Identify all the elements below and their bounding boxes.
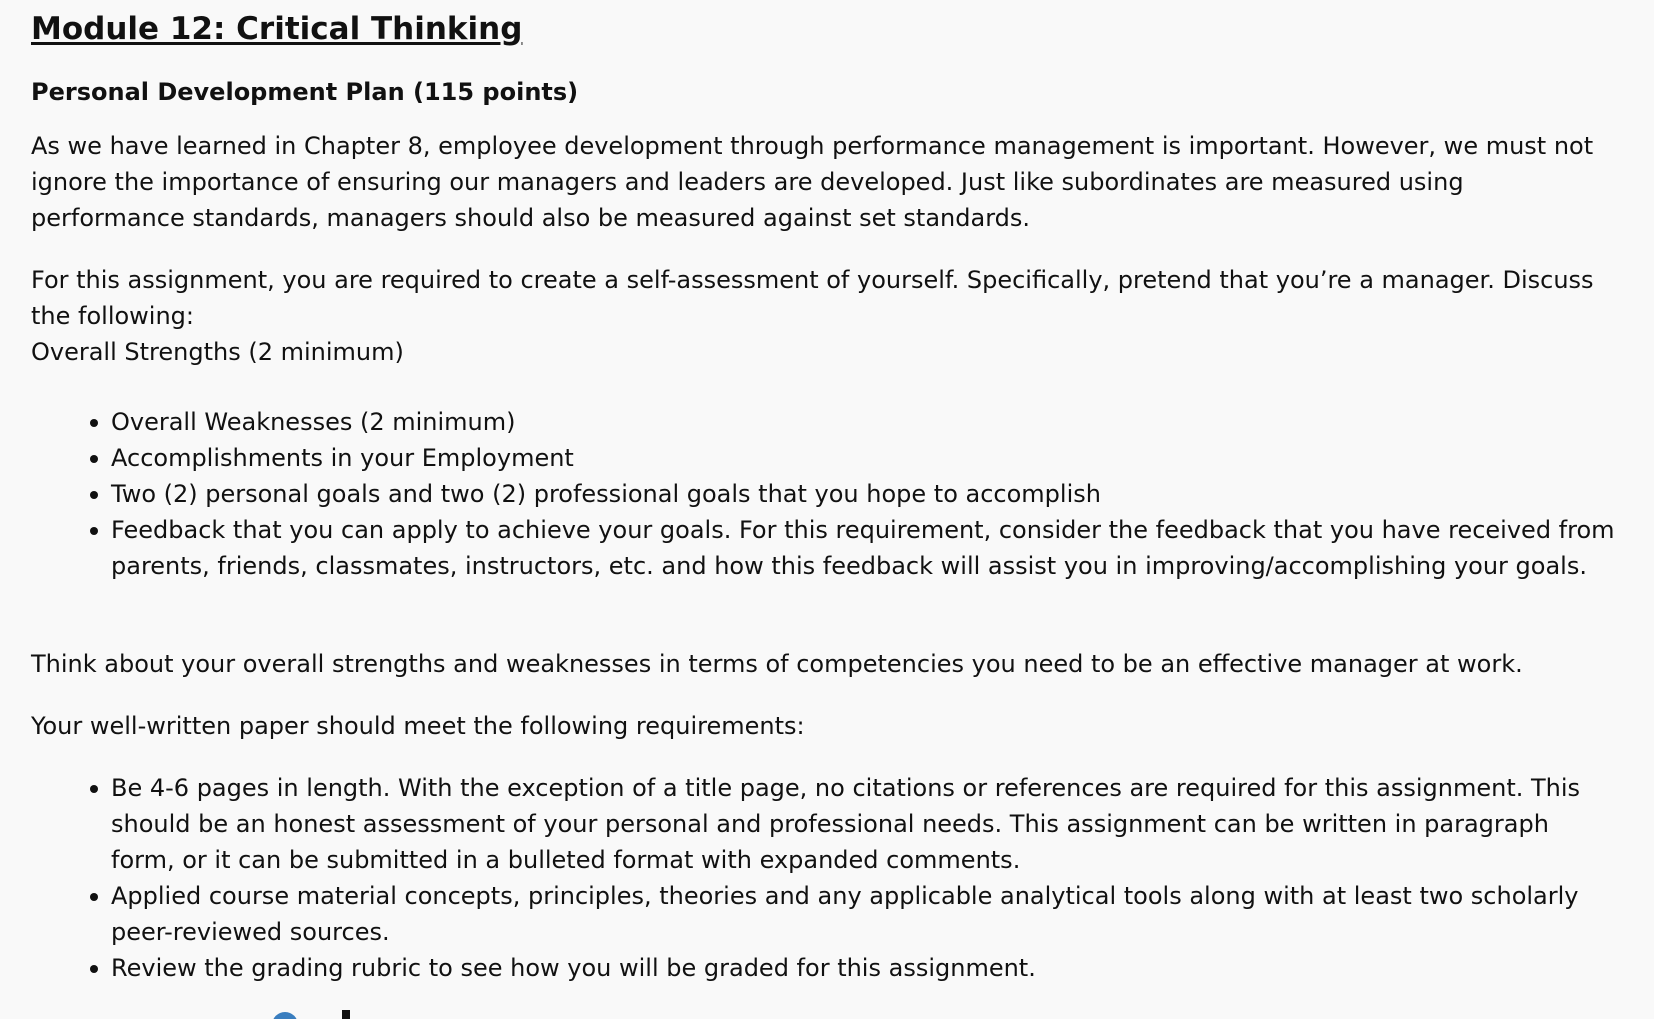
list-item-text: Applied course material concepts, principles, theories and any applicable analytical tools along with at least two scholarly: [111, 882, 1579, 910]
assignment-line: Overall Strengths (2 minimum): [31, 338, 404, 366]
list-item-text: parents, friends, classmates, instructors, etc. and how this feedback will assist you in improving/accomplishing your goals.: [111, 552, 1587, 580]
assignment-line: For this assignment, you are required to create a self-assessment of yourself. Specifically, pretend that you’re a manager. Discuss: [31, 266, 1594, 294]
module-title: Module 12: Critical Thinking: [31, 11, 523, 47]
requirements-list: [31, 770, 1580, 986]
list-item-text: Overall Weaknesses (2 minimum): [111, 408, 516, 436]
list-item-text: peer-reviewed sources.: [111, 918, 390, 946]
assignment-paragraph: [31, 262, 1594, 370]
list-item-text: Two (2) personal goals and two (2) professional goals that you hope to accomplish: [111, 480, 1101, 508]
discussion-list: [31, 404, 1615, 584]
list-item-text: form, or it can be submitted in a bulleted format with expanded comments.: [111, 846, 1021, 874]
list-item: [31, 512, 1615, 584]
list-item: [31, 404, 1615, 440]
list-item-text: Review the grading rubric to see how you will be graded for this assignment.: [111, 954, 1036, 982]
intro-line: performance standards, managers should also be measured against set standards.: [31, 204, 1031, 232]
intro-line: As we have learned in Chapter 8, employee development through performance management is important. However, we must not: [31, 132, 1594, 160]
list-item: [31, 770, 1580, 878]
cropped-circle-graphic: [272, 1012, 298, 1019]
assignment-line: the following:: [31, 302, 194, 330]
list-item-text: Feedback that you can apply to achieve your goals. For this requirement, consider the feedback that you have received from: [111, 516, 1615, 544]
list-item: [31, 950, 1580, 986]
intro-paragraph: [31, 128, 1593, 236]
cropped-content-fragment: [272, 1008, 422, 1019]
list-item-text: should be an honest assessment of your personal and professional needs. This assignment can be written in paragraph: [111, 810, 1549, 838]
list-item: [31, 440, 1615, 476]
list-item-text: Accomplishments in your Employment: [111, 444, 574, 472]
assignment-title: Personal Development Plan (115 points): [31, 78, 579, 106]
list-item-text: Be 4-6 pages in length. With the exception of a title page, no citations or references are required for this assignment. This: [111, 774, 1581, 802]
requirements-intro: Your well-written paper should meet the following requirements:: [31, 712, 805, 740]
intro-line: ignore the importance of ensuring our managers and leaders are developed. Just like subordinates are measured using: [31, 168, 1464, 196]
list-item: [31, 476, 1615, 512]
think-paragraph: Think about your overall strengths and weaknesses in terms of competencies you need to be an effective manager at work.: [31, 650, 1523, 678]
cropped-glyph-graphic: [342, 1010, 350, 1019]
list-item: [31, 878, 1580, 950]
